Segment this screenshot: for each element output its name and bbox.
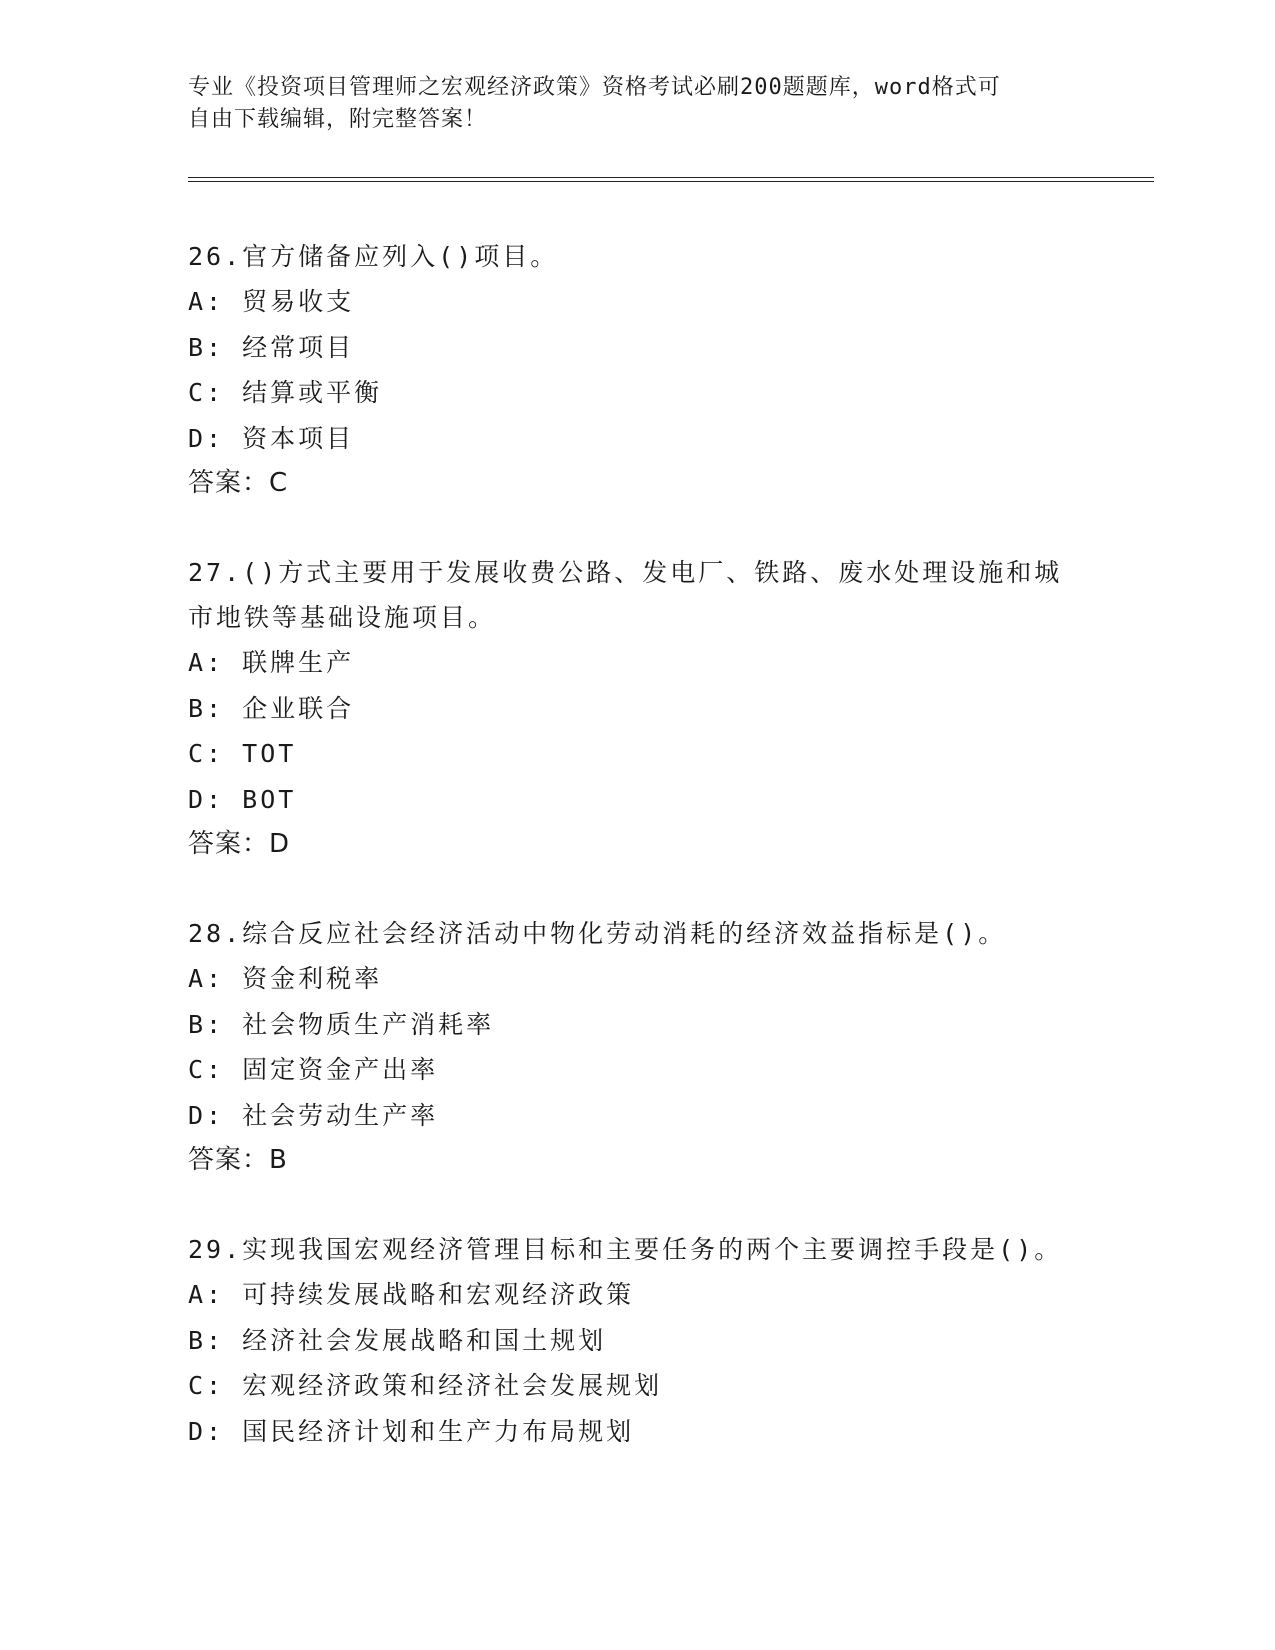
question-27 — [188, 550, 1088, 867]
option-c: C: TOT — [188, 739, 297, 768]
option-b: B: 经常项目 — [188, 332, 355, 362]
question-29 — [188, 1227, 1088, 1454]
option-b: B: 企业联合 — [188, 693, 355, 723]
option-a: A: 资金利税率 — [188, 964, 383, 993]
document-header — [188, 72, 1068, 136]
answer — [188, 1138, 1088, 1183]
question-stem: 28.综合反应社会经济活动中物化劳动消耗的经济效益指标是()。 — [188, 919, 1007, 948]
question-28 — [188, 911, 1088, 1183]
answer-label: 答案： — [188, 829, 270, 859]
answer-label: 答案： — [188, 468, 270, 498]
option-c: C: 结算或平衡 — [188, 378, 383, 407]
question-stem: 27.()方式主要用于发展收费公路、发电厂、铁路、废水处理设施和城市地铁等基础设施项目。 — [188, 558, 1063, 632]
question-stem: 29.实现我国宏观经济管理目标和主要任务的两个主要调控手段是()。 — [188, 1235, 1063, 1264]
answer — [188, 461, 1088, 506]
header-line-1: 专业《投资项目管理师之宏观经济政策》资格考试必刷200题题库，word格式可 — [188, 75, 1001, 100]
option-d: D: 国民经济计划和生产力布局规划 — [188, 1416, 635, 1446]
option-a: A: 贸易收支 — [188, 287, 355, 316]
option-d: D: 社会劳动生产率 — [188, 1100, 439, 1130]
question-26 — [188, 234, 1088, 506]
option-c: C: 固定资金产出率 — [188, 1055, 439, 1084]
answer-value: D — [269, 829, 291, 859]
header-divider-top — [188, 177, 1154, 178]
header-divider-bottom — [188, 181, 1154, 182]
answer — [188, 822, 1088, 867]
option-a: A: 联牌生产 — [188, 648, 355, 677]
answer-value: C — [269, 468, 289, 498]
option-d: D: BOT — [188, 784, 297, 814]
question-stem: 26.官方储备应列入()项目。 — [188, 242, 559, 271]
option-a: A: 可持续发展战略和宏观经济政策 — [188, 1280, 635, 1309]
header-line-2: 自由下载编辑，附完整答案！ — [188, 107, 488, 132]
option-c: C: 宏观经济政策和经济社会发展规划 — [188, 1371, 663, 1400]
option-b: B: 社会物质生产消耗率 — [188, 1009, 495, 1039]
question-list — [188, 234, 1088, 1454]
option-b: B: 经济社会发展战略和国土规划 — [188, 1325, 607, 1355]
answer-label: 答案： — [188, 1145, 270, 1175]
answer-value: B — [269, 1145, 288, 1175]
option-d: D: 资本项目 — [188, 423, 355, 453]
